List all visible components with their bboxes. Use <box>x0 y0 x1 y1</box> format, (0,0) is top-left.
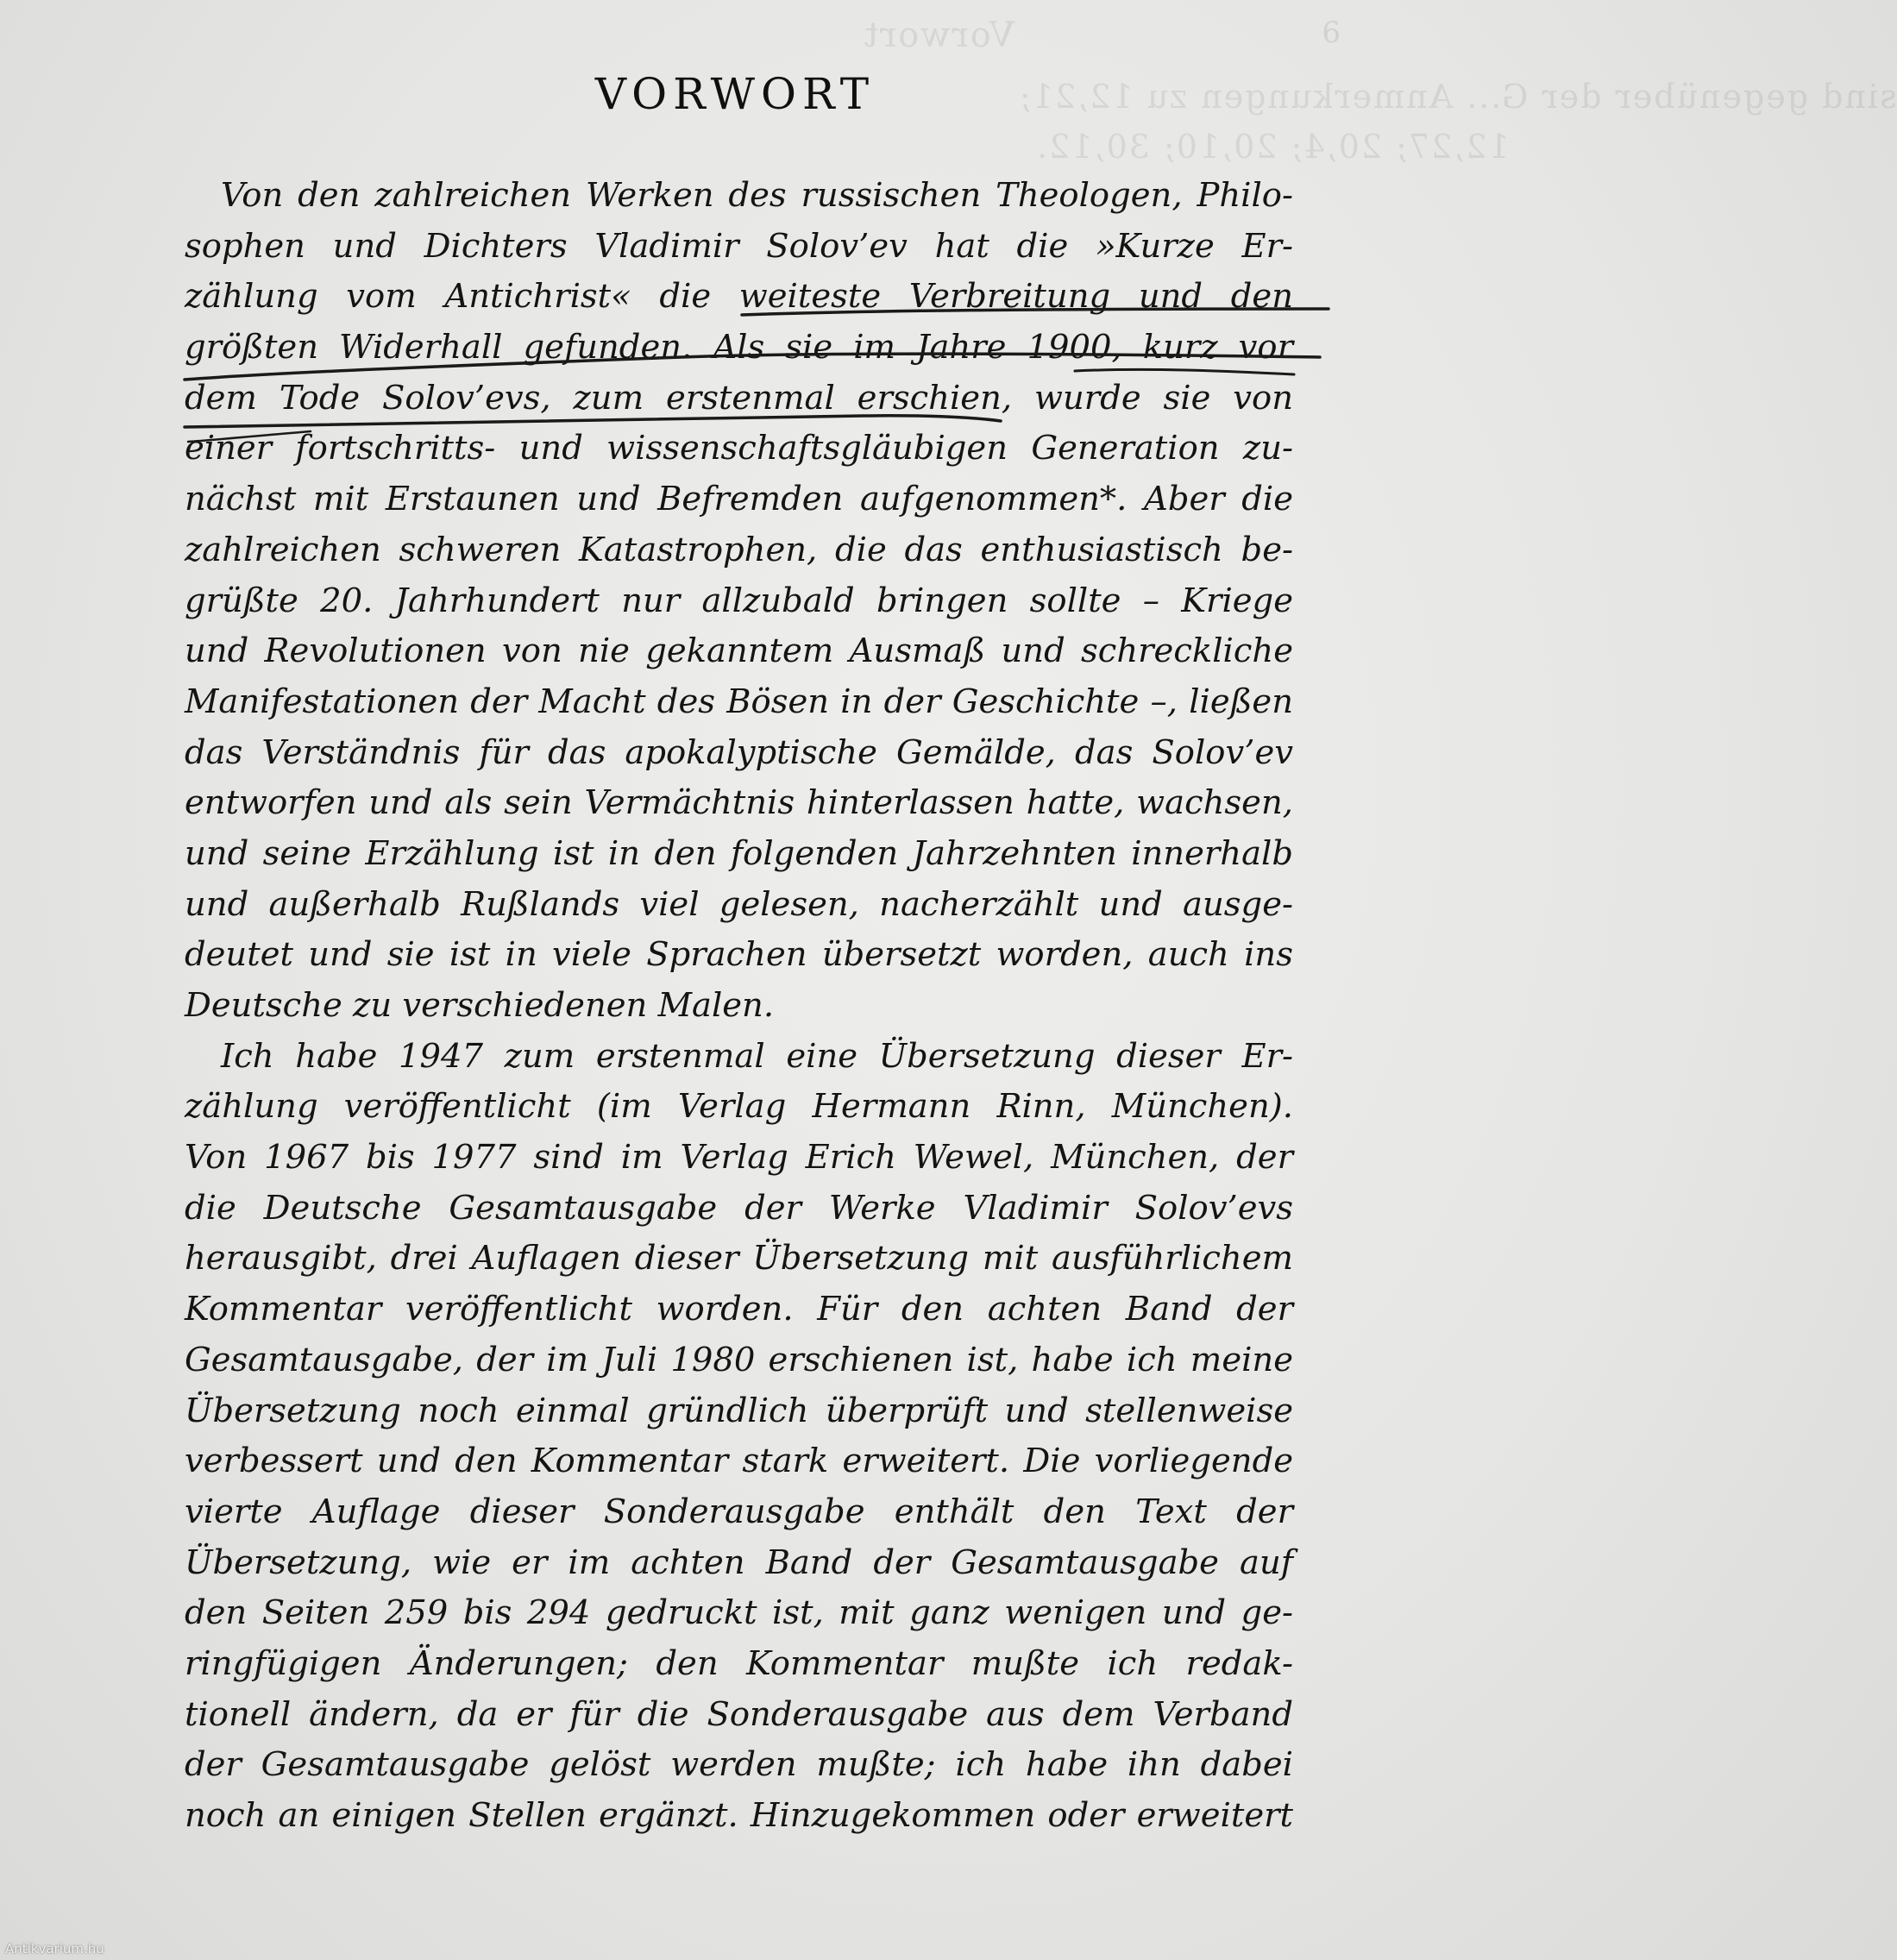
page-title: VORWORT <box>594 69 876 119</box>
text-line: und außerhalb Rußlands viel gelesen, nacherzählt und ausge- <box>185 884 1293 924</box>
text-line: der Gesamtausgabe gelöst werden mußte; ich habe ihn dabei <box>185 1745 1293 1785</box>
text-line: entworfen und als sein Vermächtnis hinterlassen hatte, wachsen, <box>185 783 1293 823</box>
text-line: den Seiten 259 bis 294 gedruckt ist, mit ganz wenigen und ge- <box>185 1593 1293 1633</box>
bleed-through-title: Vorwort <box>863 16 1014 55</box>
text-line: die Deutsche Gesamtausgabe der Werke Vladimir Solov’evs <box>185 1188 1293 1228</box>
bleed-through-page-number: 6 <box>1322 16 1341 50</box>
text-line: und seine Erzählung ist in den folgenden Jahrzehnten innerhalb <box>185 833 1293 873</box>
text-line: Von den zahlreichen Werken des russischen Theologen, Philo- <box>221 176 1293 215</box>
text-line: Von 1967 bis 1977 sind im Verlag Erich Wewel, München, der <box>185 1138 1293 1178</box>
text-line: noch an einigen Stellen ergänzt. Hinzugekommen oder erweitert <box>185 1796 1293 1835</box>
text-line: das Verständnis für das apokalyptische Gemälde, das Solov’ev <box>185 732 1293 772</box>
text-line: sophen und Dichters Vladimir Solov’ev hat die »Kurze Er- <box>185 226 1293 266</box>
text-line: vierte Auflage dieser Sonderausgabe enthält den Text der <box>185 1492 1293 1531</box>
text-line: zählung veröffentlicht (im Verlag Hermann Rinn, München). <box>185 1087 1293 1127</box>
bleed-through-line: 12,27; 20,4; 20,10; 30,12. <box>1035 128 1510 166</box>
body-text <box>185 171 1293 1842</box>
text-line: Übersetzung, wie er im achten Band der Gesamtausgabe auf <box>185 1542 1293 1582</box>
text-line: einer fortschritts- und wissenschaftsgläubigen Generation zu- <box>185 429 1293 468</box>
text-line: zählung vom Antichrist« die weiteste Verbreitung und den <box>185 277 1293 317</box>
text-line: ringfügigen Änderungen; den Kommentar mußte ich redak- <box>185 1643 1293 1683</box>
text-line: Kommentar veröffentlicht worden. Für den achten Band der <box>185 1290 1293 1329</box>
text-line: nächst mit Erstaunen und Befremden aufgenommen*. Aber die <box>185 480 1293 519</box>
text-line: Ich habe 1947 zum erstenmal eine Übersetzung dieser Er- <box>221 1036 1293 1076</box>
text-line: herausgibt, drei Auflagen dieser Übersetzung mit ausführlichem <box>185 1239 1293 1278</box>
text-line: tionell ändern, da er für die Sonderausgabe aus dem Verband <box>185 1694 1293 1734</box>
text-line: zahlreichen schweren Katastrophen, die das enthusiastisch be- <box>185 530 1293 569</box>
text-line: und Revolutionen von nie gekanntem Ausmaß und schreckliche <box>185 631 1293 671</box>
text-line: dem Tode Solov’evs, zum erstenmal erschien, wurde sie von <box>185 378 1293 418</box>
text-line: Deutsche zu verschiedenen Malen. <box>185 986 775 1025</box>
text-line: größten Widerhall gefunden. Als sie im Jahre 1900, kurz vor <box>185 328 1293 368</box>
text-line: verbessert und den Kommentar stark erweitert. Die vorliegende <box>185 1442 1293 1481</box>
text-line: grüßte 20. Jahrhundert nur allzubald bringen sollte – Kriege <box>185 581 1293 620</box>
text-line: Manifestationen der Macht des Bösen in der Geschichte –, ließen <box>185 682 1293 721</box>
watermark: Antikvarium.hu <box>5 1941 104 1957</box>
text-line: Gesamtausgabe, der im Juli 1980 erschienen ist, habe ich meine <box>185 1340 1293 1379</box>
text-line: deutet und sie ist in viele Sprachen übersetzt worden, auch ins <box>185 935 1293 975</box>
bleed-through-line: sind gegenüber der G... Anmerkungen zu 12,21; <box>1018 78 1897 116</box>
text-line: Übersetzung noch einmal gründlich überprüft und stellenweise <box>185 1391 1293 1430</box>
